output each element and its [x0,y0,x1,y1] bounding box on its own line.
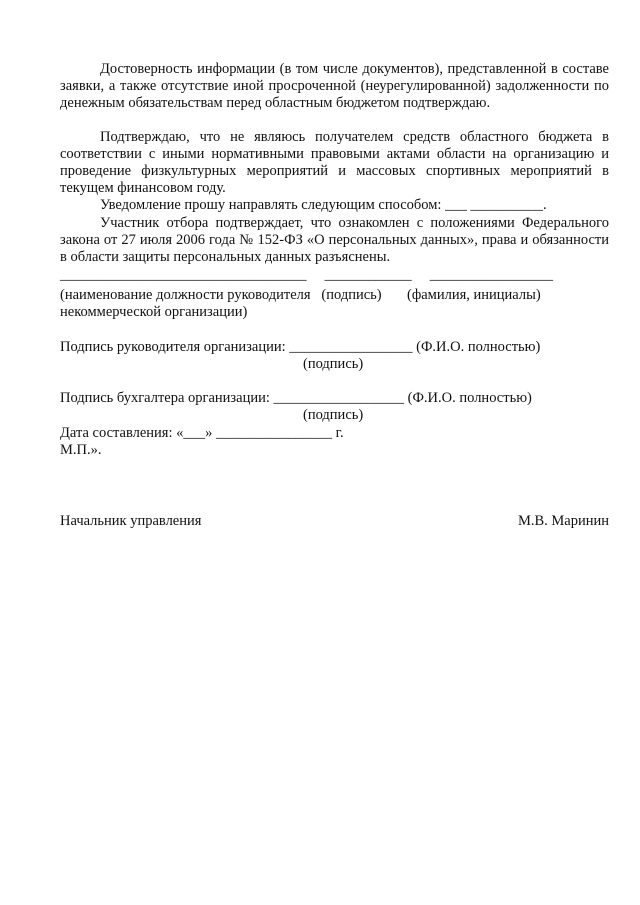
accountant-signature-line: Подпись бухгалтера организации: __________________ (Ф.И.О. полностью) [60,390,532,406]
signature-caption-line2: некоммерческой организации) [60,304,248,320]
accountant-signature-caption: (подпись) [303,407,364,423]
paragraph-notification-method: Уведомление прошу направлять следующим способом: ___ __________. [100,197,547,213]
paragraph-not-recipient: Подтверждаю, что не являюсь получателем средств областного бюджета в соответствии с иными нормативными правовыми актами области на организацию и проведение физкультурных мероприятий и массовых спортивных мероприятий в текущем финансовом году. [60,129,609,196]
paragraph-data-accuracy: Достоверность информации (в том числе документов), представленной в составе заявки, а также отсутствие иной просроченной (неурегулированной) задолженности по денежным обязательствам перед областным бюджетом подтверждаю. [60,61,609,111]
stamp-placeholder: М.П.». [60,442,102,458]
signature-caption-line1: (наименование должности руководителя (подпись) (фамилия, инициалы) [60,287,541,303]
date-line: Дата составления: «___» ________________ г. [60,425,344,441]
signature-blank-lines: __________________________________ ____________ _________________ [60,267,553,283]
head-signature-line: Подпись руководителя организации: _________________ (Ф.И.О. полностью) [60,339,541,355]
footer-position: Начальник управления [60,513,202,529]
paragraph-personal-data: Участник отбора подтверждает, что ознакомлен с положениями Федерального закона от 27 июля 2006 года № 152-ФЗ «О персональных данных», права и обязанности в области защиты персональных данных разъяснены. [60,215,609,265]
footer-name: М.В. Маринин [517,513,609,529]
head-signature-caption: (подпись) [303,356,364,372]
